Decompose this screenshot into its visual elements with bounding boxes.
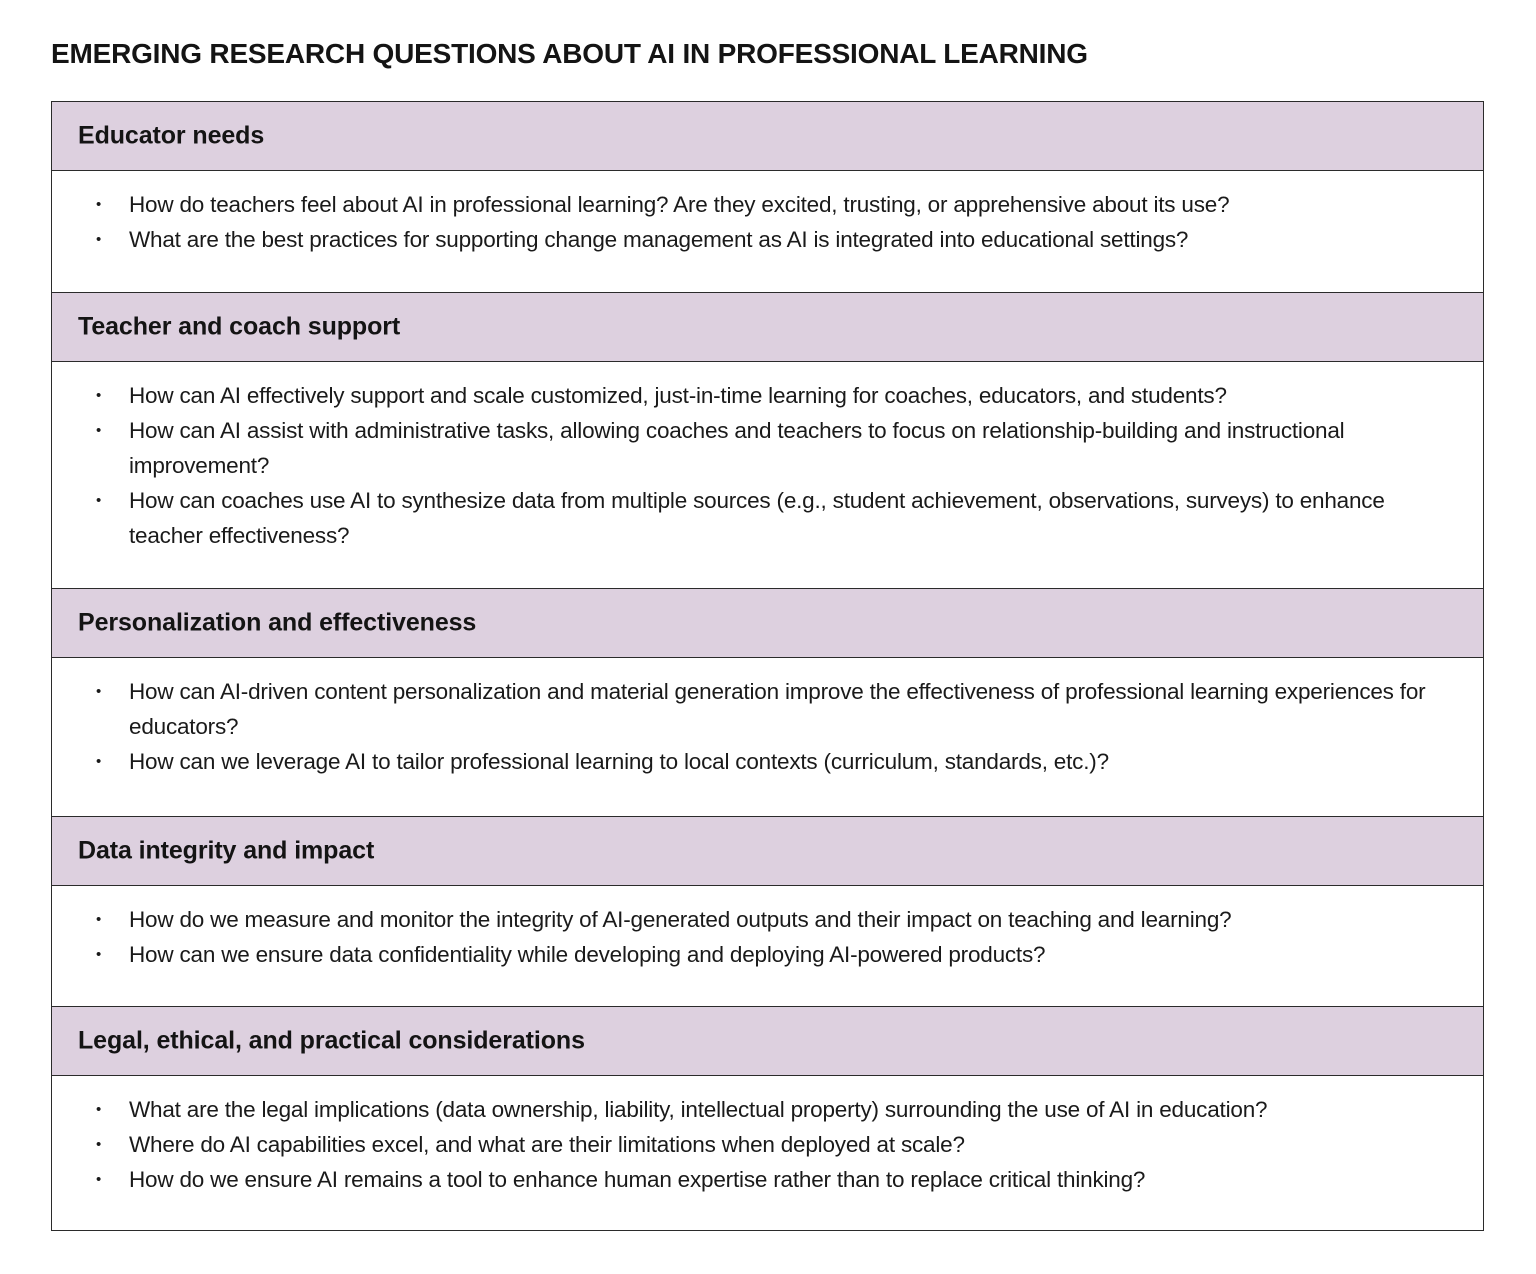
list-item	[52, 483, 1483, 553]
bullet-icon: •	[96, 1171, 102, 1188]
question-text: How can we leverage AI to tailor professional learning to local contexts (curriculum, standards, etc.)?	[129, 749, 1109, 774]
section-body-personalization-effectiveness	[52, 658, 1483, 816]
list-item	[52, 1092, 1483, 1127]
section-header-legal-ethical-practical	[52, 1006, 1483, 1076]
section-body-legal-ethical-practical	[52, 1076, 1483, 1230]
bullet-icon: •	[96, 911, 102, 928]
bullet-icon: •	[96, 1101, 102, 1118]
question-list	[52, 378, 1483, 553]
bullet-icon: •	[96, 683, 102, 700]
question-text: How can AI-driven content personalization and material generation improve the effectiveness of professional learning experiences for educators?	[129, 679, 1426, 739]
bullet-icon: •	[96, 753, 102, 770]
question-text: How can coaches use AI to synthesize data from multiple sources (e.g., student achievement, observations, surveys) to enhance teacher effectiveness?	[129, 488, 1385, 548]
question-text: How do teachers feel about AI in professional learning? Are they excited, trusting, or apprehensive about its use?	[129, 192, 1230, 217]
list-item	[52, 902, 1483, 937]
question-list	[52, 902, 1483, 972]
list-item	[52, 222, 1483, 257]
research-questions-table	[51, 101, 1484, 1231]
question-text: What are the legal implications (data ownership, liability, intellectual property) surrounding the use of AI in education?	[129, 1097, 1268, 1122]
page-title: EMERGING RESEARCH QUESTIONS ABOUT AI IN PROFESSIONAL LEARNING	[51, 38, 1088, 69]
section-heading: Data integrity and impact	[78, 836, 375, 865]
list-item	[52, 187, 1483, 222]
section-heading: Legal, ethical, and practical considerations	[78, 1026, 585, 1055]
bullet-icon: •	[96, 196, 102, 213]
list-item	[52, 378, 1483, 413]
list-item	[52, 937, 1483, 972]
bullet-icon: •	[96, 231, 102, 248]
question-text: What are the best practices for supporting change management as AI is integrated into educational settings?	[129, 227, 1189, 252]
section-body-data-integrity-impact	[52, 886, 1483, 1006]
section-body-teacher-coach-support	[52, 362, 1483, 588]
bullet-icon: •	[96, 492, 102, 509]
section-header-data-integrity-impact	[52, 816, 1483, 886]
section-heading: Teacher and coach support	[78, 312, 401, 341]
question-text: How do we ensure AI remains a tool to enhance human expertise rather than to replace critical thinking?	[129, 1167, 1146, 1192]
section-heading: Personalization and effectiveness	[78, 608, 477, 637]
question-text: Where do AI capabilities excel, and what are their limitations when deployed at scale?	[129, 1132, 965, 1157]
list-item	[52, 1162, 1483, 1197]
question-list	[52, 1092, 1483, 1197]
section-heading: Educator needs	[78, 121, 265, 150]
bullet-icon: •	[96, 1136, 102, 1153]
question-text: How do we measure and monitor the integrity of AI-generated outputs and their impact on teaching and learning?	[129, 907, 1232, 932]
question-text: How can AI effectively support and scale customized, just-in-time learning for coaches, educators, and students?	[129, 383, 1227, 408]
section-body-educator-needs	[52, 171, 1483, 292]
question-list	[52, 187, 1483, 257]
list-item	[52, 1127, 1483, 1162]
question-text: How can we ensure data confidentiality while developing and deploying AI-powered products?	[129, 942, 1046, 967]
bullet-icon: •	[96, 946, 102, 963]
section-header-personalization-effectiveness	[52, 588, 1483, 658]
section-header-educator-needs	[52, 102, 1483, 171]
bullet-icon: •	[96, 422, 102, 439]
list-item	[52, 674, 1483, 744]
list-item	[52, 413, 1483, 483]
bullet-icon: •	[96, 387, 102, 404]
question-list	[52, 674, 1483, 779]
question-text: How can AI assist with administrative tasks, allowing coaches and teachers to focus on relationship-building and instructional improvement?	[129, 418, 1345, 478]
section-header-teacher-coach-support	[52, 292, 1483, 362]
list-item	[52, 744, 1483, 779]
